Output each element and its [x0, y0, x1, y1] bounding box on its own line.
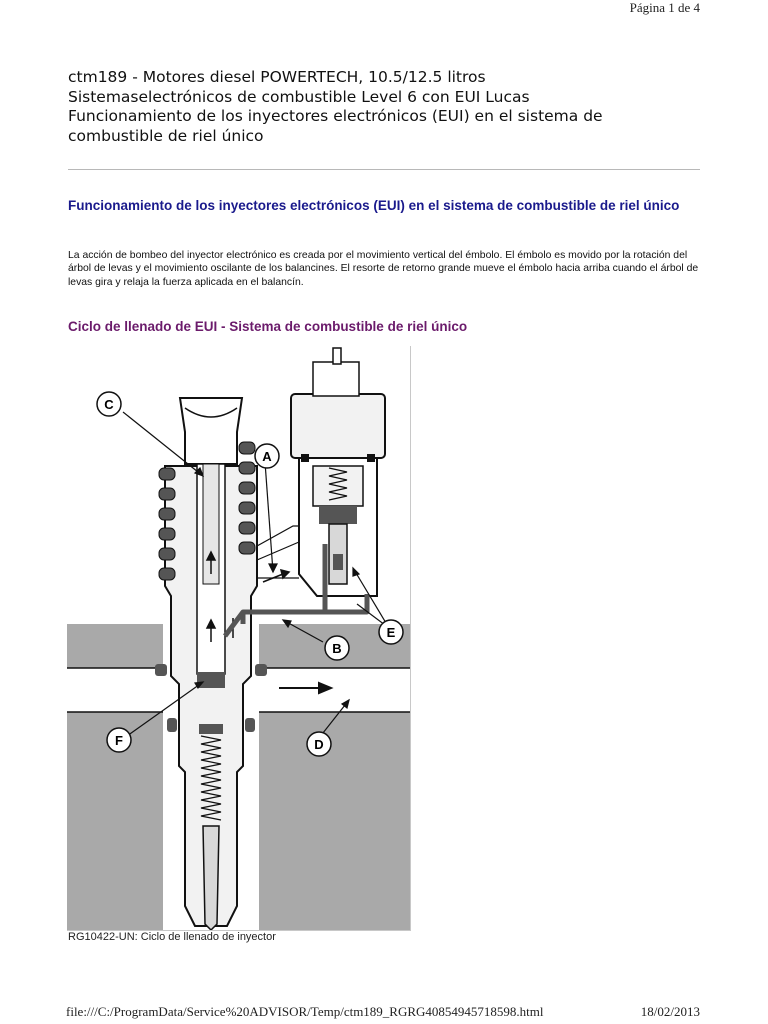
section-body: La acción de bombeo del inyector electrónico es creada por el movimiento vertical del émbolo. El émbolo es movido por la rotación del árbol de levas y el movimiento oscilante de los balancines. El resorte de retorno grande mueve el émbolo hacia arriba cuando el árbol de levas gira y relaja la fuerza aplicada en el balancín. [68, 250, 699, 288]
page-number: Página 1 de 4 [629, 0, 700, 15]
section-title: Funcionamiento de los inyectores electrónicos (EUI) en el sistema de combustible de riel único [68, 198, 680, 213]
header-divider [68, 169, 700, 170]
header-line-2: Sistemaselectrónicos de combustible Level 6 con EUI Lucas [68, 87, 530, 106]
callout-f [107, 728, 131, 752]
callout-d-label: D [314, 737, 324, 752]
injector-diagram [67, 346, 411, 931]
callout-f-label: F [115, 733, 123, 748]
callout-c [97, 392, 121, 416]
callout-a [255, 444, 279, 468]
header-line-1: ctm189 - Motores diesel POWERTECH, 10.5/12.5 litros [68, 68, 486, 86]
callout-e [379, 620, 403, 644]
header-line-4: combustible de riel único [68, 126, 264, 145]
solenoid-connector [313, 362, 359, 396]
footer-url: file:///C:/ProgramData/Service%20ADVISOR/Temp/ctm189_RGRG40854945718598.html [66, 1004, 544, 1019]
solenoid-armature [319, 506, 357, 524]
callout-c-label: C [104, 397, 114, 412]
callout-d [307, 732, 331, 756]
solenoid-housing [291, 394, 385, 458]
callout-b-label: B [332, 641, 342, 656]
document-header [68, 68, 708, 146]
callout-b [325, 636, 349, 660]
callout-a-label: A [262, 449, 272, 464]
pumping-chamber [197, 672, 225, 688]
figure-caption: RG10422-UN: Ciclo de llenado de inyector [68, 931, 276, 943]
header-line-3: Funcionamiento de los inyectores electrónicos (EUI) en el sistema de [68, 107, 603, 125]
tappet [180, 398, 242, 464]
callout-e-label: E [386, 625, 396, 640]
subsection-title: Ciclo de llenado de EUI - Sistema de combustible de riel único [68, 319, 468, 334]
footer-date: 18/02/2013 [640, 1004, 700, 1019]
